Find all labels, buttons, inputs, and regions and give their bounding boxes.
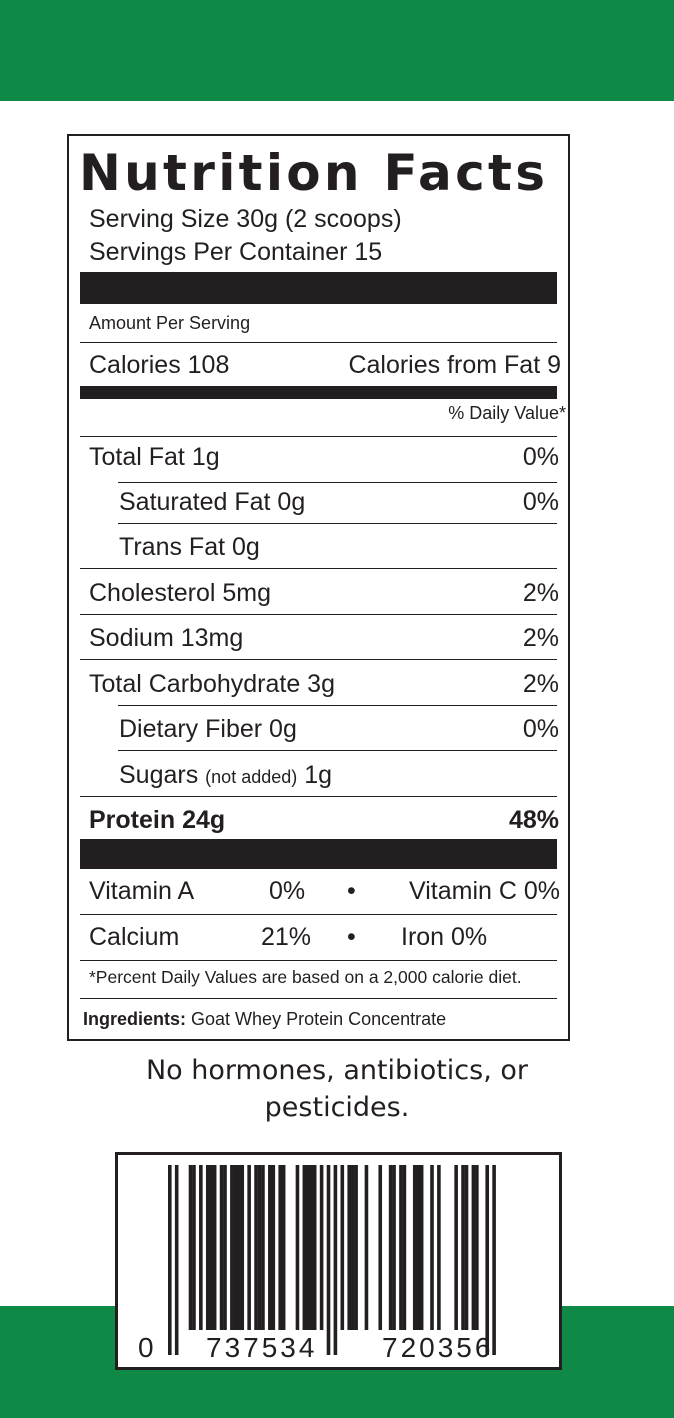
nutrient-row [89, 714, 559, 744]
barcode-bar [282, 1165, 286, 1330]
barcode-bar [254, 1165, 258, 1330]
barcode-number-system: 0 [138, 1332, 157, 1363]
barcode-bar [175, 1165, 179, 1355]
barcode-bar [199, 1165, 203, 1330]
divider [80, 614, 557, 615]
nutrient-row [89, 487, 559, 517]
nutrient-name: Total Fat 1g [89, 443, 220, 471]
divider [118, 482, 557, 483]
calories-from-fat: Calories from Fat 9 [348, 351, 561, 379]
nutrient-row [89, 669, 559, 699]
calories: Calories 108 [89, 351, 230, 379]
divider [118, 523, 557, 524]
thick-divider [80, 272, 557, 304]
top-green-band [0, 0, 674, 101]
barcode-bar [389, 1165, 393, 1330]
claim-line-1: No hormones, antibiotics, or [145, 1055, 529, 1086]
nutrient-dv: 0% [522, 715, 559, 743]
nutrient-name: Sodium 13mg [89, 624, 244, 652]
barcode-bar [247, 1165, 251, 1330]
barcode-bar [306, 1165, 310, 1330]
nutrient-row [89, 532, 559, 562]
divider [80, 568, 557, 569]
vitamin-c: Vitamin C 0% [409, 877, 560, 905]
barcode-bar [485, 1165, 489, 1355]
barcode-bar [206, 1165, 210, 1330]
barcode-bar [416, 1165, 420, 1330]
barcode-bar [209, 1165, 213, 1330]
nutrient-name [119, 760, 332, 792]
barcode-bar [320, 1165, 324, 1330]
divider [80, 796, 557, 797]
barcode-bar [475, 1165, 479, 1330]
claim-line-2: pesticides. [264, 1092, 410, 1123]
barcode-bar [272, 1165, 276, 1330]
divider [118, 750, 557, 751]
barcode-bar [392, 1165, 396, 1330]
serving-size: Serving Size 30g (2 scoops) [89, 205, 402, 233]
barcode-bar [399, 1165, 403, 1330]
iron: Iron 0% [401, 923, 488, 951]
barcode-bar [223, 1165, 227, 1330]
nutrient-dv: 0% [522, 443, 559, 471]
barcode-left-digits: 737534 [206, 1332, 318, 1363]
barcode-bar [347, 1165, 351, 1330]
divider [80, 914, 557, 915]
sugars-amount: 1g [297, 761, 333, 789]
barcode-bar [213, 1165, 217, 1330]
barcode-bar [465, 1165, 469, 1330]
barcode-bar [413, 1165, 417, 1330]
nutrient-dv: 2% [522, 624, 559, 652]
daily-value-header: % Daily Value* [448, 403, 566, 423]
nutrient-name: Dietary Fiber 0g [119, 715, 297, 743]
sugars-note: (not added) [205, 767, 298, 787]
barcode-bar [334, 1165, 338, 1355]
barcode-bar [378, 1165, 382, 1330]
barcode-bar [365, 1165, 369, 1330]
barcode-right-digits: 720356 [382, 1332, 494, 1363]
nutrient-name: Saturated Fat 0g [119, 488, 306, 516]
barcode-bar [437, 1165, 441, 1330]
divider [80, 960, 557, 961]
sugars-label: Sugars [119, 761, 206, 789]
nutrient-dv: 2% [522, 670, 559, 698]
barcode-bar [309, 1165, 313, 1330]
barcode-bar [341, 1165, 345, 1330]
divider [80, 436, 557, 437]
divider [80, 659, 557, 660]
nutrient-row [89, 578, 559, 608]
barcode-bar [351, 1165, 355, 1330]
ingredients [83, 1008, 446, 1030]
no-hormones-claim [0, 1052, 674, 1126]
barcode-bar [220, 1165, 224, 1330]
servings-per-container: Servings Per Container 15 [89, 238, 383, 266]
divider [80, 998, 557, 999]
nutrition-facts-panel [67, 134, 570, 1041]
nutrient-dv: 2% [522, 579, 559, 607]
calories-row [89, 350, 559, 380]
barcode-bar [454, 1165, 458, 1330]
medium-divider [80, 386, 557, 399]
barcode-bar [234, 1165, 238, 1330]
barcode-bar [240, 1165, 244, 1330]
barcode-bar [296, 1165, 300, 1330]
barcode-bar [189, 1165, 193, 1330]
barcode-bar [268, 1165, 272, 1330]
barcode-bar [313, 1165, 317, 1330]
barcode-bar [327, 1165, 331, 1355]
nutrient-row [89, 760, 559, 790]
barcode-bar [461, 1165, 465, 1330]
barcode-bar [492, 1165, 496, 1355]
calcium: Calcium [89, 923, 180, 951]
footnote: *Percent Daily Values are based on a 2,000 calorie diet. [89, 967, 522, 987]
thick-divider [80, 839, 557, 869]
barcode-bar [403, 1165, 407, 1330]
barcode-bar [303, 1165, 307, 1330]
bullet: • [347, 877, 356, 905]
nutrient-name: Cholesterol 5mg [89, 579, 272, 607]
nutrient-row [89, 442, 559, 472]
vitamin-a-value: 0% [269, 877, 306, 905]
nutrient-dv: 48% [508, 806, 559, 834]
calcium-value: 21% [261, 923, 312, 951]
barcode-bar [192, 1165, 196, 1330]
divider [80, 342, 557, 343]
barcode-bar [472, 1165, 476, 1330]
barcode-bar [430, 1165, 434, 1330]
vitamin-a: Vitamin A [89, 877, 195, 905]
ingredients-label: Ingredients: [83, 1009, 187, 1029]
barcode-bar [168, 1165, 172, 1355]
barcode-bar [420, 1165, 424, 1330]
barcode-bar [258, 1165, 262, 1330]
barcode-bar [354, 1165, 358, 1330]
nutrient-name: Protein 24g [89, 806, 226, 834]
nutrient-name: Total Carbohydrate 3g [89, 670, 335, 698]
nutrient-row [89, 623, 559, 653]
barcode-bar [237, 1165, 241, 1330]
divider [118, 705, 557, 706]
nutrition-facts-title: Nutrition Facts [79, 144, 549, 202]
barcode-bar [230, 1165, 234, 1330]
barcode-bar [278, 1165, 282, 1330]
nutrient-row-protein [89, 805, 559, 835]
amount-per-serving: Amount Per Serving [89, 313, 251, 333]
ingredients-value: Goat Whey Protein Concentrate [191, 1009, 447, 1029]
barcode [115, 1152, 562, 1370]
bullet: • [347, 923, 356, 951]
nutrient-dv: 0% [522, 488, 559, 516]
nutrient-name: Trans Fat 0g [119, 533, 260, 561]
barcode-bar [261, 1165, 265, 1330]
